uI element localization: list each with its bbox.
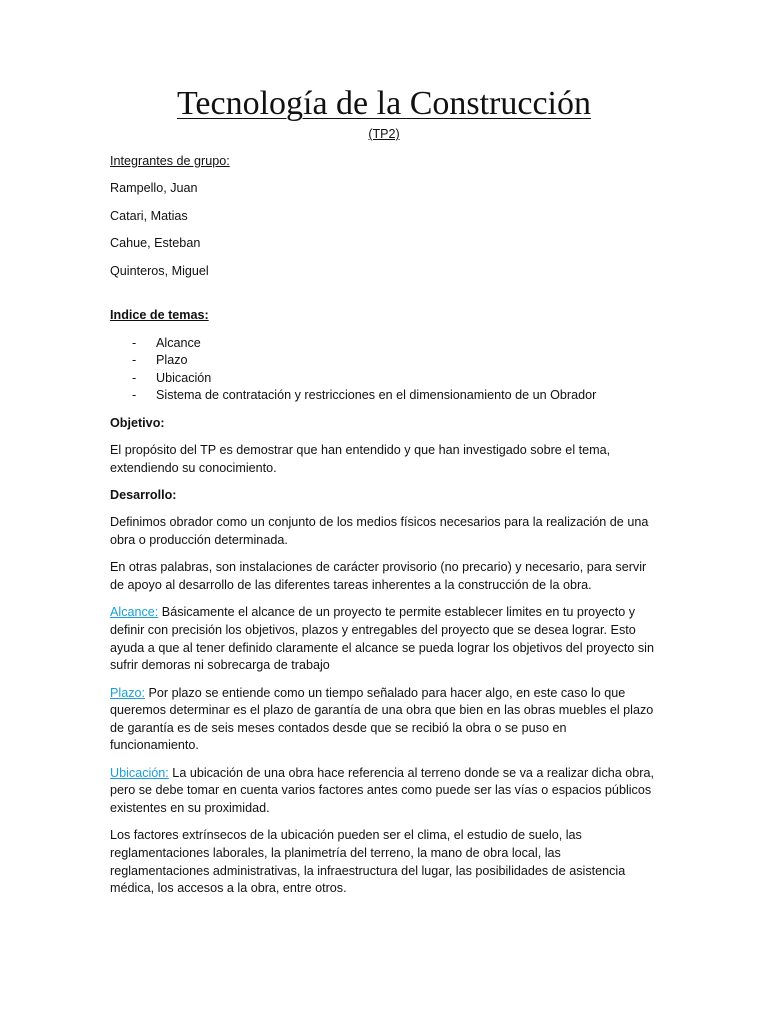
document-body	[110, 153, 658, 898]
list-dash: -	[132, 388, 137, 403]
list-dash: -	[132, 335, 137, 350]
development-paragraph-1: Definimos obrador como un conjunto de los medios físicos necesarios para la realización de una obra o producción determinada.	[110, 515, 649, 548]
topic-item	[110, 335, 658, 353]
member-item: Catari, Matias	[110, 208, 188, 223]
member-item: Cahue, Esteban	[110, 236, 201, 251]
topics-list	[110, 335, 658, 405]
topic-item	[110, 387, 658, 405]
members-heading: Integrantes de grupo:	[110, 154, 230, 168]
plazo-text: Por plazo se entiende como un tiempo señalado para hacer algo, en este caso lo que queremos determinar es el plazo de garantía de una obra que bien en las obras muebles el plazo de garantía es de seis meses contados desde que se recibió la obra o se puso en funcionamiento.	[110, 685, 654, 753]
topic-item	[110, 370, 658, 388]
topic-label: Alcance	[156, 335, 201, 350]
member-item: Quinteros, Miguel	[110, 263, 209, 278]
factors-paragraph: Los factores extrínsecos de la ubicación pueden ser el clima, el estudio de suelo, las reglamentaciones laborales, la planimetría del terreno, la mano de obra local, las reglamentaciones administrativas, la infraestructura del lugar, las posibilidades de asistencia médica, los accesos a la obra, entre otros.	[110, 828, 626, 896]
plazo-label: Plazo:	[110, 685, 146, 700]
development-paragraph-2: En otras palabras, son instalaciones de carácter provisorio (no precario) y necesario, para servir de apoyo al desarrollo de las diferentes tareas inherentes a la construcción de la obra.	[110, 560, 647, 593]
alcance-text: Básicamente el alcance de un proyecto te permite establecer limites en tu proyecto y definir con precisión los objetivos, plazos y entregables del proyecto que se desea lograr. Esto ayuda a que al tener definido claramente el alcance se pueda lograr los objetivos del proyecto sin sufrir demoras ni sobrecarga de trabajo	[110, 605, 654, 673]
topic-label: Ubicación	[156, 370, 212, 385]
development-heading: Desarrollo:	[110, 488, 177, 503]
ubicacion-text: La ubicación de una obra hace referencia al terreno donde se va a realizar dicha obra, pero se debe tomar en cuenta varios factores antes como puede ser las vías o espacios públicos existentes en su proximidad.	[110, 765, 654, 815]
objective-heading: Objetivo:	[110, 415, 165, 430]
list-dash: -	[132, 370, 137, 385]
plazo-paragraph	[110, 685, 658, 755]
objective-text: El propósito del TP es demostrar que han entendido y que han investigado sobre el tema, extendiendo su conocimiento.	[110, 443, 611, 475]
alcance-paragraph	[110, 604, 658, 674]
alcance-label: Alcance:	[110, 605, 159, 620]
topic-label: Sistema de contratación y restricciones en el dimensionamiento de un Obrador	[156, 388, 597, 403]
document-subtitle: (TP2)	[368, 127, 400, 141]
topic-label: Plazo	[156, 353, 188, 368]
members-list	[110, 180, 658, 280]
ubicacion-paragraph	[110, 765, 658, 818]
list-dash: -	[132, 353, 137, 368]
document-title: Tecnología de la Construcción	[177, 85, 591, 122]
index-heading: Indice de temas:	[110, 308, 209, 323]
ubicacion-label: Ubicación:	[110, 765, 169, 780]
topic-item	[110, 352, 658, 370]
member-item: Rampello, Juan	[110, 181, 198, 196]
